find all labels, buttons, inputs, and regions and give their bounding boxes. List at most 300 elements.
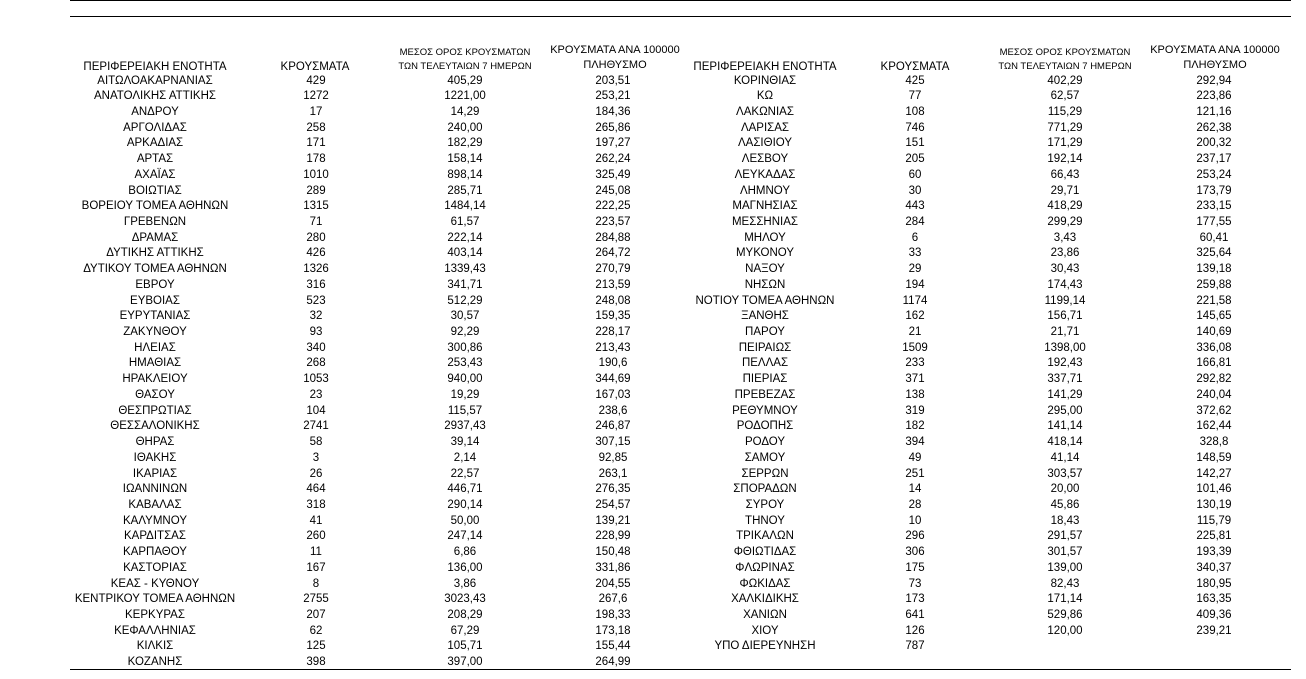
right-cell-per100k: 262,38 [1196,121,1232,134]
left-cell-cases: 93 [309,326,323,339]
right-cell-per100k: 239,21 [1196,624,1232,637]
header-avg-line1-right: ΜΕΣΟΣ ΟΡΟΣ ΚΡΟΥΣΜΑΤΩΝ [999,47,1131,58]
right-cell-region: ΦΘΙΩΤΙΔΑΣ [733,546,797,559]
right-cell-per100k: 166,81 [1196,357,1232,370]
table-row [0,514,1306,530]
left-cell-cases: 280 [306,231,326,244]
header-cases-right: ΚΡΟΥΣΜΑΤΑ [880,61,950,73]
left-cell-avg7: 30,57 [450,310,480,323]
right-cell-region: ΞΑΝΘΗΣ [741,310,789,323]
right-cell-region: ΚΟΡΙΝΘΙΑΣ [733,74,797,87]
right-cell-per100k: 240,04 [1196,388,1232,401]
left-cell-avg7: 240,00 [447,121,483,134]
left-cell-region: ΚΑΛΥΜΝΟΥ [123,514,187,527]
right-cell-cases: 10 [908,514,922,527]
left-cell-avg7: 39,14 [450,436,480,449]
right-cell-per100k: 180,95 [1196,577,1232,590]
left-cell-region: ΚΕΑΣ - ΚΥΘΝΟΥ [110,577,200,590]
left-cell-cases: 62 [309,624,323,637]
table-row [0,545,1306,561]
left-cell-region: ΑΡΤΑΣ [136,153,174,166]
table-row [0,404,1306,420]
right-cell-per100k: 221,58 [1196,294,1232,307]
right-cell-per100k: 177,55 [1196,215,1232,228]
right-cell-per100k: 223,86 [1196,90,1232,103]
table-row [0,624,1306,640]
right-cell-avg7: 171,14 [1047,593,1083,606]
left-cell-cases: 32 [309,310,323,323]
header-region-right: ΠΕΡΙΦΕΡΕΙΑΚΗ ΕΝΟΤΗΤΑ [693,61,837,73]
right-cell-region: ΣΕΡΡΩΝ [741,467,789,480]
right-cell-cases: 746 [905,121,925,134]
left-cell-per100k: 284,88 [595,231,631,244]
right-cell-per100k: 130,19 [1196,498,1232,511]
left-cell-region: ΘΑΣΟΥ [135,388,175,401]
left-cell-region: ΑΙΤΩΛΟΑΚΑΡΝΑΝΙΑΣ [97,74,213,87]
right-cell-per100k: 336,08 [1196,341,1232,354]
header-per100k-line1-left: ΚΡΟΥΣΜΑΤΑ ΑΝΑ 100000 [550,44,680,56]
right-cell-region: ΡΟΔΟΠΗΣ [736,420,794,433]
right-cell-avg7: 529,86 [1047,608,1083,621]
left-cell-avg7: 19,29 [450,388,480,401]
left-cell-avg7: 2,14 [453,451,477,464]
left-cell-per100k: 228,17 [595,326,631,339]
left-cell-avg7: 3,86 [453,577,477,590]
left-cell-per100k: 150,48 [595,546,631,559]
table-row [0,184,1306,200]
left-cell-cases: 318 [306,498,326,511]
left-cell-region: ΗΜΑΘΙΑΣ [128,357,182,370]
right-cell-avg7: 29,71 [1050,184,1080,197]
right-cell-per100k: 253,24 [1196,168,1232,181]
left-cell-cases: 464 [306,483,326,496]
left-cell-region: ΚΟΖΑΝΗΣ [127,656,183,669]
left-cell-avg7: 1221,00 [444,90,486,103]
right-cell-region: ΝΟΤΙΟΥ ΤΟΜΕΑ ΑΘΗΝΩΝ [695,294,835,307]
right-cell-cases: 108 [905,105,925,118]
right-cell-region: ΜΗΛΟΥ [744,231,786,244]
left-cell-region: ΘΕΣΠΡΩΤΙΑΣ [118,404,192,417]
right-cell-cases: 21 [908,326,922,339]
right-cell-avg7: 295,00 [1047,404,1083,417]
right-cell-cases: 425 [905,74,925,87]
right-cell-avg7: 18,43 [1050,514,1080,527]
right-cell-cases: 296 [905,530,925,543]
right-cell-cases: 233 [905,357,925,370]
left-cell-region: ΑΡΓΟΛΙΔΑΣ [123,121,187,134]
right-cell-region: ΛΑΚΩΝΙΑΣ [736,105,794,118]
right-cell-avg7: 771,29 [1047,121,1083,134]
left-cell-per100k: 204,55 [595,577,631,590]
header-region-left: ΠΕΡΙΦΕΡΕΙΑΚΗ ΕΝΟΤΗΤΑ [83,61,227,73]
left-cell-avg7: 2937,43 [444,420,486,433]
left-cell-avg7: 92,29 [450,326,480,339]
right-cell-per100k: 372,62 [1196,404,1232,417]
right-cell-avg7: 141,29 [1047,388,1083,401]
bottom-rule [70,669,1291,670]
right-cell-region: ΝΗΣΩΝ [744,278,786,291]
right-cell-region: ΧΑΝΙΩΝ [743,608,787,621]
left-cell-region: ΑΝΔΡΟΥ [131,105,179,118]
right-cell-avg7: 45,86 [1050,498,1080,511]
left-cell-per100k: 223,57 [595,215,631,228]
right-cell-per100k: 328,8 [1199,436,1229,449]
right-cell-cases: 73 [908,577,922,590]
left-cell-region: ΙΘΑΚΗΣ [133,451,177,464]
right-cell-cases: 306 [905,546,925,559]
left-cell-avg7: 50,00 [450,514,480,527]
left-cell-region: ΓΡΕΒΕΝΩΝ [123,215,187,228]
left-cell-region: ΚΑΡΔΙΤΣΑΣ [124,530,186,543]
left-cell-avg7: 512,29 [447,294,483,307]
right-cell-cases: 205 [905,153,925,166]
left-cell-avg7: 6,86 [453,546,477,559]
table-row [0,294,1306,310]
left-cell-avg7: 397,00 [447,656,483,669]
right-cell-region: ΛΕΥΚΑΔΑΣ [734,168,796,181]
right-cell-per100k: 139,18 [1196,263,1232,276]
left-cell-per100k: 262,24 [595,153,631,166]
right-cell-cases: 443 [905,200,925,213]
left-cell-per100k: 263,1 [598,467,628,480]
table-row [0,529,1306,545]
right-cell-cases: 77 [908,90,922,103]
left-cell-region: ΔΥΤΙΚΟΥ ΤΟΜΕΑ ΑΘΗΝΩΝ [83,263,227,276]
right-cell-region: ΠΕΛΛΑΣ [741,357,789,370]
right-cell-avg7: 120,00 [1047,624,1083,637]
left-cell-avg7: 247,14 [447,530,483,543]
left-cell-region: ΒΟΡΕΙΟΥ ΤΟΜΕΑ ΑΘΗΝΩΝ [81,200,229,213]
left-cell-avg7: 290,14 [447,498,483,511]
left-cell-per100k: 253,21 [595,90,631,103]
right-cell-cases: 60 [908,168,922,181]
left-cell-per100k: 159,35 [595,310,631,323]
left-cell-per100k: 173,18 [595,624,631,637]
left-cell-region: ΗΛΕΙΑΣ [134,341,176,354]
left-cell-cases: 1326 [303,263,329,276]
right-cell-per100k: 200,32 [1196,137,1232,150]
right-cell-avg7: 337,71 [1047,373,1083,386]
right-cell-region: ΛΑΡΙΣΑΣ [740,121,790,134]
left-cell-cases: 268 [306,357,326,370]
right-cell-avg7: 171,29 [1047,137,1083,150]
left-cell-region: ΚΑΡΠΑΘΟΥ [123,546,187,559]
table-row [0,451,1306,467]
header-avg-line2-left: ΤΩΝ ΤΕΛΕΥΤΑΙΩΝ 7 ΗΜΕΡΩΝ [398,61,532,72]
table-row [0,215,1306,231]
left-cell-avg7: 405,29 [447,74,483,87]
right-cell-avg7: 23,86 [1050,247,1080,260]
header-per100k-line1-right: ΚΡΟΥΣΜΑΤΑ ΑΝΑ 100000 [1150,44,1280,56]
left-cell-per100k: 264,99 [595,656,631,669]
left-cell-avg7: 222,14 [447,231,483,244]
header-per100k-line2-left: ΠΛΗΘΥΣΜΟ [583,59,647,71]
right-cell-avg7: 174,43 [1047,278,1083,291]
right-cell-per100k: 409,36 [1196,608,1232,621]
table-row [0,136,1306,152]
left-cell-cases: 167 [306,561,326,574]
right-cell-avg7: 291,57 [1047,530,1083,543]
right-cell-region: ΠΙΕΡΙΑΣ [742,373,788,386]
right-cell-region: ΜΥΚΟΝΟΥ [735,247,795,260]
right-cell-cases: 14 [908,483,922,496]
left-cell-avg7: 341,71 [447,278,483,291]
table-row [0,231,1306,247]
left-cell-per100k: 228,99 [595,530,631,543]
table-row [0,419,1306,435]
right-cell-region: ΡΕΘΥΜΝΟΥ [732,404,798,417]
right-cell-region: ΥΠΟ ΔΙΕΡΕΥΝΗΣΗ [714,640,816,653]
right-cell-avg7: 139,00 [1047,561,1083,574]
right-cell-cases: 126 [905,624,925,637]
left-cell-region: ΚΑΣΤΟΡΙΑΣ [123,561,187,574]
left-cell-per100k: 265,86 [595,121,631,134]
left-cell-avg7: 14,29 [450,105,480,118]
left-cell-per100k: 307,15 [595,436,631,449]
right-cell-per100k: 140,69 [1196,326,1232,339]
left-cell-per100k: 344,69 [595,373,631,386]
left-cell-avg7: 940,00 [447,373,483,386]
right-cell-region: ΜΑΓΝΗΣΙΑΣ [732,200,798,213]
right-cell-per100k: 193,39 [1196,546,1232,559]
header-cases-left: ΚΡΟΥΣΜΑΤΑ [280,61,350,73]
table-row [0,639,1306,655]
left-cell-cases: 17 [309,105,323,118]
table-row [0,89,1306,105]
right-cell-cases: 6 [911,231,919,244]
left-cell-region: ΚΕΝΤΡΙΚΟΥ ΤΟΜΕΑ ΑΘΗΝΩΝ [74,593,236,606]
left-cell-region: ΑΝΑΤΟΛΙΚΗΣ ΑΤΤΙΚΗΣ [93,90,216,103]
table-row [0,356,1306,372]
right-cell-cases: 49 [908,451,922,464]
left-cell-cases: 71 [309,215,323,228]
table-row [0,608,1306,624]
right-cell-avg7: 82,43 [1050,577,1080,590]
table-row [0,152,1306,168]
right-cell-region: ΠΡΕΒΕΖΑΣ [734,388,796,401]
right-cell-cases: 162 [905,310,925,323]
left-cell-avg7: 208,29 [447,608,483,621]
left-cell-avg7: 67,29 [450,624,480,637]
left-cell-per100k: 245,08 [595,184,631,197]
left-cell-per100k: 197,27 [595,137,631,150]
left-cell-per100k: 246,87 [595,420,631,433]
right-cell-region: ΛΗΜΝΟΥ [739,184,791,197]
left-cell-cases: 1010 [303,168,329,181]
right-cell-per100k: 225,81 [1196,530,1232,543]
right-cell-per100k: 340,37 [1196,561,1232,574]
left-cell-avg7: 3023,43 [444,593,486,606]
left-cell-region: ΘΕΣΣΑΛΟΝΙΚΗΣ [110,420,200,433]
right-cell-avg7: 62,57 [1050,90,1080,103]
right-cell-region: ΦΛΩΡΙΝΑΣ [735,561,795,574]
left-cell-avg7: 61,57 [450,215,480,228]
left-cell-region: ΑΧΑΪΑΣ [134,168,176,181]
right-cell-cases: 173 [905,593,925,606]
left-cell-avg7: 105,71 [447,640,483,653]
right-cell-cases: 641 [905,608,925,621]
left-cell-cases: 8 [312,577,320,590]
left-cell-cases: 1315 [303,200,329,213]
right-cell-cases: 194 [905,278,925,291]
left-cell-per100k: 222,25 [595,200,631,213]
left-cell-per100k: 325,49 [595,168,631,181]
right-cell-cases: 787 [905,640,925,653]
right-cell-avg7: 1199,14 [1044,294,1086,307]
left-cell-avg7: 253,43 [447,357,483,370]
right-cell-region: ΣΠΟΡΑΔΩΝ [733,483,797,496]
table-row [0,262,1306,278]
table-row [0,74,1306,90]
left-cell-region: ΗΡΑΚΛΕΙΟΥ [122,373,188,386]
header-avg-line1-left: ΜΕΣΟΣ ΟΡΟΣ ΚΡΟΥΣΜΑΤΩΝ [399,47,531,58]
header-avg-line2-right: ΤΩΝ ΤΕΛΕΥΤΑΙΩΝ 7 ΗΜΕΡΩΝ [998,61,1132,72]
left-cell-per100k: 155,44 [595,640,631,653]
left-cell-region: ΒΟΙΩΤΙΑΣ [128,184,182,197]
left-cell-avg7: 446,71 [447,483,483,496]
left-cell-cases: 3 [312,451,320,464]
right-cell-per100k: 101,46 [1196,483,1232,496]
right-cell-avg7: 141,14 [1047,420,1083,433]
left-cell-cases: 429 [306,74,326,87]
right-cell-avg7: 402,29 [1047,74,1083,87]
left-cell-avg7: 898,14 [447,168,483,181]
right-cell-region: ΚΩ [756,90,774,103]
left-cell-per100k: 238,6 [598,404,628,417]
right-cell-avg7: 1398,00 [1044,341,1086,354]
right-cell-region: ΣΥΡΟΥ [745,498,785,511]
left-cell-cases: 2755 [303,593,329,606]
left-cell-per100k: 139,21 [595,514,631,527]
left-cell-avg7: 158,14 [447,153,483,166]
right-cell-cases: 1174 [902,294,928,307]
left-cell-avg7: 285,71 [447,184,483,197]
table-row [0,121,1306,137]
left-cell-region: ΚΕΡΚΥΡΑΣ [125,608,185,621]
right-cell-avg7: 20,00 [1050,483,1080,496]
left-cell-avg7: 300,86 [447,341,483,354]
right-cell-per100k: 233,15 [1196,200,1232,213]
left-cell-cases: 23 [309,388,323,401]
left-cell-avg7: 115,57 [447,404,483,417]
left-cell-cases: 398 [306,656,326,669]
right-cell-per100k: 173,79 [1196,184,1232,197]
right-cell-avg7: 301,57 [1047,546,1083,559]
left-cell-cases: 104 [306,404,326,417]
left-cell-cases: 523 [306,294,326,307]
table-row [0,246,1306,262]
right-cell-per100k: 292,94 [1196,74,1232,87]
table-row [0,341,1306,357]
top-rule [70,0,1291,1]
left-cell-per100k: 92,85 [598,451,628,464]
left-cell-region: ΙΩΑΝΝΙΝΩΝ [122,483,188,496]
right-cell-per100k: 163,35 [1196,593,1232,606]
right-cell-avg7: 156,71 [1047,310,1083,323]
table-row [0,105,1306,121]
right-cell-avg7: 299,29 [1047,215,1083,228]
table-row [0,482,1306,498]
right-cell-cases: 284 [905,215,925,228]
left-cell-cases: 125 [306,640,326,653]
left-cell-cases: 426 [306,247,326,260]
left-cell-region: ΘΗΡΑΣ [135,436,175,449]
right-cell-region: ΜΕΣΣΗΝΙΑΣ [731,215,799,228]
left-cell-region: ΙΚΑΡΙΑΣ [132,467,178,480]
table-row [0,388,1306,404]
left-cell-cases: 2741 [303,420,329,433]
left-cell-cases: 258 [306,121,326,134]
right-cell-region: ΛΑΣΙΘΙΟΥ [737,137,793,150]
table-row [0,561,1306,577]
left-cell-per100k: 213,43 [595,341,631,354]
left-cell-cases: 178 [306,153,326,166]
left-cell-avg7: 182,29 [447,137,483,150]
left-cell-region: ΕΥΡΥΤΑΝΙΑΣ [119,310,191,323]
left-cell-cases: 171 [306,137,326,150]
left-cell-avg7: 1339,43 [444,263,486,276]
table-row [0,577,1306,593]
left-cell-region: ΑΡΚΑΔΙΑΣ [126,137,184,150]
left-cell-per100k: 264,72 [595,247,631,260]
right-cell-region: ΧΑΛΚΙΔΙΚΗΣ [731,593,799,606]
right-cell-cases: 1509 [902,341,928,354]
right-cell-per100k: 115,79 [1196,514,1232,527]
right-cell-region: ΧΙΟΥ [751,624,779,637]
left-cell-per100k: 270,79 [595,263,631,276]
left-cell-avg7: 1484,14 [444,200,486,213]
right-cell-avg7: 30,43 [1050,263,1080,276]
left-cell-cases: 11 [310,546,322,559]
right-cell-region: ΝΑΞΟΥ [745,263,785,276]
table-row [0,168,1306,184]
right-cell-avg7: 303,57 [1047,467,1083,480]
left-cell-per100k: 203,51 [595,74,631,87]
right-cell-region: ΛΕΣΒΟΥ [741,153,789,166]
right-cell-per100k: 259,88 [1196,278,1232,291]
right-cell-per100k: 142,27 [1196,467,1232,480]
left-cell-region: ΚΕΦΑΛΛΗΝΙΑΣ [114,624,196,637]
left-cell-region: ΖΑΚΥΝΘΟΥ [123,326,187,339]
right-cell-region: ΠΑΡΟΥ [745,326,785,339]
right-cell-region: ΦΩΚΙΔΑΣ [739,577,791,590]
right-cell-avg7: 3,43 [1053,231,1077,244]
table-row [0,498,1306,514]
left-cell-per100k: 167,03 [595,388,631,401]
top-rule-second [70,16,1291,17]
right-cell-cases: 175 [905,561,925,574]
left-cell-avg7: 22,57 [450,467,480,480]
right-cell-avg7: 192,43 [1047,357,1083,370]
left-cell-cases: 340 [306,341,326,354]
right-cell-avg7: 418,14 [1047,436,1083,449]
left-cell-cases: 1053 [303,373,329,386]
table-row [0,278,1306,294]
left-cell-cases: 207 [306,608,326,621]
left-cell-per100k: 254,57 [595,498,631,511]
left-cell-per100k: 198,33 [595,608,631,621]
left-cell-avg7: 136,00 [447,561,483,574]
left-cell-cases: 26 [309,467,323,480]
left-cell-per100k: 276,35 [595,483,631,496]
left-cell-region: ΕΥΒΟΙΑΣ [130,294,180,307]
left-cell-per100k: 184,36 [595,105,631,118]
left-cell-cases: 58 [309,436,323,449]
right-cell-avg7: 192,14 [1047,153,1083,166]
right-cell-per100k: 237,17 [1196,153,1232,166]
left-cell-cases: 1272 [303,90,329,103]
left-cell-per100k: 190,6 [598,357,628,370]
